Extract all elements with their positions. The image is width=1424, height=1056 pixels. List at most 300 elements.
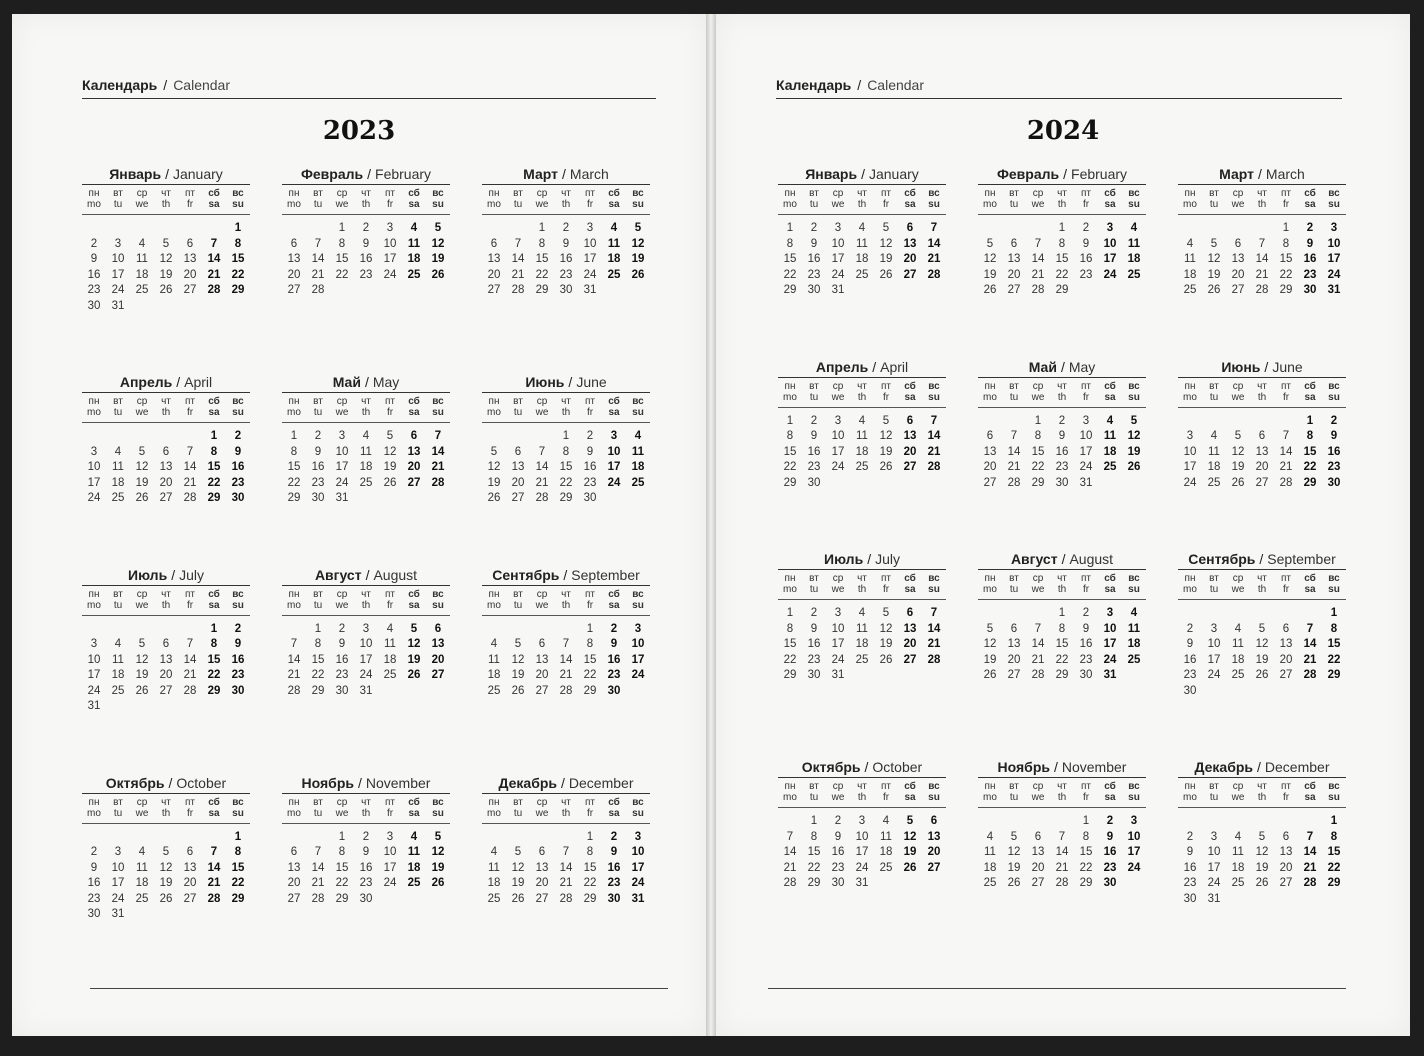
day-cell: 25 [1231,669,1245,681]
day-cell: 4 [858,607,866,619]
day-cell: 8 [786,430,794,442]
month-name-separator: / [872,358,877,375]
weekday-header [978,573,1146,600]
weekday-ru: чт [1257,188,1267,199]
month-title [1178,164,1346,185]
day-cell: 22 [287,476,301,489]
weekday-ru: пн [1184,380,1196,392]
day-cell: 10 [1079,430,1093,442]
day-cell: 14 [311,861,325,874]
weekday-label [178,188,202,210]
month-title [778,164,946,185]
weekday-ru: чт [161,796,171,808]
day-cell: 22 [231,877,245,889]
weekday-en: mo [487,407,501,418]
day-cell: 29 [583,684,597,697]
month-name-ru: Октябрь [105,774,165,791]
month-january [82,164,250,314]
day-cell: 7 [514,237,522,250]
day-cell: 4 [490,638,498,650]
day-cell: 12 [407,638,421,650]
month-name-ru: Ноябрь [301,774,354,791]
weekday-en: fr [1282,391,1290,403]
day-cell: 30 [1103,877,1117,889]
empty-cell [1202,814,1226,830]
day-cell: 24 [1207,877,1221,889]
day-cell: 12 [879,237,893,250]
weekday-header [778,381,946,408]
month-title [778,549,946,570]
weekday-en: fr [1282,199,1290,210]
day-cell: 3 [1106,607,1114,619]
day-cell: 20 [983,461,997,473]
weekday-ru: сб [904,380,916,392]
day-cell: 11 [1184,253,1196,265]
weekday-en: fr [586,199,594,210]
day-cell: 8 [1282,237,1290,250]
day-cell: 25 [1127,268,1141,281]
weekday-label [1050,381,1074,403]
day-cell: 20 [1231,268,1245,281]
day-cell: 15 [1327,846,1341,858]
day-cell: 24 [111,892,125,905]
day-cell: 15 [1055,638,1069,650]
weekday-en: su [432,199,444,210]
day-cell: 10 [855,830,869,843]
day-cell: 3 [1186,430,1194,442]
weekday-label [1202,188,1226,210]
month-name-ru: Апрель [815,358,869,375]
weekday-en: mo [87,807,101,819]
weekday-ru: ср [536,396,548,407]
empty-cell [178,429,202,445]
weekday-ru: пн [488,796,500,808]
weekday-label [402,589,426,611]
day-cell: 12 [879,622,893,635]
month-title [978,757,1146,778]
weekday-en: mo [783,584,797,595]
day-cell: 14 [1255,253,1269,265]
weekday-label [354,797,378,819]
weekday-label [482,396,506,418]
weekday-ru: чт [361,396,371,407]
weekday-ru: вс [232,188,244,199]
day-cell: 26 [431,877,445,889]
day-cell: 21 [207,268,221,281]
day-cell: 3 [1210,622,1218,635]
day-cell: 21 [207,877,221,889]
day-cell: 2 [314,430,322,442]
day-cell: 12 [159,861,173,874]
weekday-label [354,589,378,611]
weekday-label [626,589,650,611]
day-cell: 23 [87,892,101,905]
day-cell: 25 [1183,284,1197,296]
empty-cell [106,622,130,638]
empty-cell [1202,414,1226,430]
weekday-en: fr [586,807,594,819]
day-cell: 31 [335,492,349,504]
day-cell: 25 [383,669,397,681]
day-cell: 29 [1031,476,1045,489]
day-cell: 25 [1231,877,1245,889]
month-name-separator: / [563,566,568,583]
day-cell: 23 [359,877,373,889]
month-name-en: October [176,774,227,791]
day-cell: 13 [1255,445,1269,458]
day-cell: 3 [634,830,642,843]
day-cell: 20 [1279,653,1293,666]
weekday-header [82,797,250,824]
weekday-label [226,188,250,210]
day-cell: 24 [383,877,397,889]
weekday-ru: вс [632,796,644,808]
day-cell: 21 [927,638,941,650]
day-cell: 1 [1282,222,1290,234]
day-cell: 23 [231,669,245,681]
day-cell: 30 [807,476,821,489]
weekday-label [1074,188,1098,210]
weekday-ru: сб [208,396,220,407]
day-cell: 28 [559,684,573,697]
weekday-label [226,589,250,611]
month-name-separator: / [365,566,370,583]
empty-cell [154,221,178,237]
weekday-label [426,797,450,819]
day-cell: 27 [1231,284,1245,296]
weekday-ru: вт [1209,573,1219,584]
day-cell: 25 [111,684,125,697]
days-grid [978,221,1146,299]
day-cell: 14 [311,253,325,265]
day-cell: 4 [1130,222,1138,234]
weekday-en: sa [408,199,420,210]
year-title: 2023 [322,116,396,146]
weekday-label [802,188,826,210]
day-cell: 2 [1186,622,1194,635]
day-cell: 25 [1127,653,1141,666]
day-cell: 12 [431,846,445,858]
day-cell: 11 [880,830,892,843]
weekday-en: mo [1183,391,1197,403]
weekday-en: sa [1104,391,1116,403]
weekday-label [82,589,106,611]
month-april [82,372,250,507]
day-cell: 1 [586,830,594,843]
day-cell: 11 [1103,430,1117,442]
day-cell: 25 [879,861,893,874]
weekday-ru: вт [313,396,323,407]
weekday-ru: вс [232,796,244,808]
weekday-ru: вт [113,796,123,808]
day-cell: 16 [559,253,573,265]
day-cell: 10 [1103,622,1117,635]
day-cell: 27 [1279,877,1293,889]
weekday-en: fr [386,407,394,418]
month-name-en: March [1265,166,1305,182]
weekday-ru: пн [984,188,996,199]
day-cell: 30 [231,492,245,504]
weekday-label [202,396,226,418]
day-cell: 22 [1327,653,1341,666]
day-cell: 6 [1034,830,1042,843]
weekday-ru: пн [288,796,300,808]
weekday-en: sa [208,599,220,611]
day-cell: 3 [386,830,394,843]
weekday-label [426,396,450,418]
day-cell: 9 [610,846,618,858]
month-july [82,565,250,715]
weekday-label [898,188,922,210]
month-name-ru: Март [1219,166,1255,182]
day-cell: 9 [314,445,322,458]
day-cell: 8 [338,846,346,858]
weekday-label [1250,781,1274,803]
day-cell: 5 [410,622,418,635]
day-cell: 7 [930,607,938,619]
day-cell: 4 [986,830,994,843]
day-cell: 10 [831,622,845,635]
weekday-ru: пт [1281,781,1291,792]
day-cell: 7 [562,846,570,858]
weekday-ru: вт [1209,188,1219,199]
month-may [282,372,450,507]
day-cell: 22 [207,476,221,489]
day-cell: 4 [1106,414,1114,427]
day-cell: 9 [234,638,242,650]
day-cell: 11 [136,253,148,265]
day-cell: 9 [234,445,242,458]
weekday-ru: ср [536,588,548,600]
day-cell: 27 [1007,284,1021,296]
day-cell: 16 [87,268,101,281]
weekday-ru: вт [313,188,323,199]
day-cell: 5 [906,815,914,827]
weekday-label [554,188,578,210]
month-name-separator: / [867,551,872,567]
day-cell: 29 [583,892,597,905]
day-cell: 8 [1058,622,1066,635]
weekday-label [306,797,330,819]
day-cell: 26 [487,492,501,504]
day-cell: 6 [434,622,442,635]
empty-cell [282,221,306,237]
weekday-label [802,573,826,595]
days-grid [778,814,946,892]
day-cell: 10 [111,253,125,265]
weekday-label [202,589,226,611]
day-cell: 5 [1258,622,1266,635]
day-cell: 15 [207,653,221,666]
footer-divider [768,988,1346,989]
day-cell: 31 [831,669,845,681]
day-cell: 25 [407,877,421,889]
day-cell: 26 [511,684,525,697]
day-cell: 5 [138,638,146,650]
month-name-separator: / [168,774,173,791]
weekday-ru: пн [784,380,796,392]
weekday-ru: вт [113,188,123,199]
month-name-ru: Октябрь [801,759,861,775]
weekday-label [130,188,154,210]
day-cell: 15 [207,461,221,473]
day-cell: 30 [1303,284,1317,296]
day-cell: 16 [807,638,821,650]
day-cell: 27 [1279,669,1293,681]
weekday-en: su [632,407,644,418]
weekday-label [130,797,154,819]
month-name-ru: Август [314,566,362,583]
day-cell: 19 [1231,461,1245,473]
day-cell: 25 [487,892,501,905]
weekday-label [154,188,178,210]
weekday-en: tu [1209,199,1219,210]
day-cell: 5 [1130,414,1138,427]
weekday-label [354,396,378,418]
day-cell: 7 [1258,237,1266,250]
day-cell: 21 [311,268,325,281]
month-name-en: August [373,566,418,583]
day-cell: 30 [1183,684,1197,697]
month-september [482,565,650,715]
day-cell: 9 [1330,430,1338,442]
weekday-en: we [1031,391,1045,403]
day-cell: 1 [210,622,218,635]
weekday-label [874,573,898,595]
day-cell: 20 [487,268,501,281]
weekday-ru: пт [385,796,395,808]
day-cell: 11 [384,638,396,650]
day-cell: 27 [1031,877,1045,889]
day-cell: 3 [634,622,642,635]
day-cell: 27 [1007,669,1021,681]
day-cell: 30 [607,892,621,905]
weekday-ru: чт [561,188,571,199]
weekday-ru: сб [208,796,220,808]
day-cell: 12 [1255,846,1269,858]
day-cell: 26 [135,684,149,697]
day-cell: 8 [1082,830,1090,843]
day-cell: 26 [159,892,173,905]
day-cell: 30 [1183,892,1197,905]
weekday-en: mo [287,807,301,819]
weekday-ru: пт [1281,573,1291,584]
day-cell: 8 [1058,237,1066,250]
weekday-en: we [1031,792,1045,803]
day-cell: 28 [1255,284,1269,296]
day-cell: 13 [431,638,445,650]
day-cell: 16 [231,653,245,666]
weekday-label [1298,781,1322,803]
weekday-label [554,396,578,418]
weekday-ru: вс [928,188,940,199]
weekday-label [602,188,626,210]
weekday-en: th [1257,199,1267,210]
day-cell: 13 [287,861,301,874]
empty-cell [306,221,330,237]
weekday-ru: вт [1009,573,1019,584]
day-cell: 12 [903,830,917,843]
day-cell: 13 [1279,846,1293,858]
weekday-en: fr [882,391,890,403]
day-cell: 31 [87,700,101,712]
day-cell: 13 [903,237,917,250]
weekday-ru: чт [1057,380,1067,392]
weekday-ru: сб [408,188,420,199]
weekday-label [482,797,506,819]
day-cell: 1 [786,222,794,234]
month-march [482,164,650,314]
month-name-ru: Июль [824,551,864,567]
day-cell: 5 [1010,830,1018,843]
day-cell: 21 [431,461,445,473]
weekday-ru: ср [1032,573,1044,584]
day-cell: 13 [511,461,525,473]
day-cell: 21 [183,669,197,681]
day-cell: 23 [1183,669,1197,681]
weekday-label [330,797,354,819]
day-cell: 23 [1183,877,1197,889]
days-grid [778,221,946,299]
day-cell: 8 [234,846,242,858]
weekday-ru: сб [1304,573,1316,584]
day-cell: 16 [359,861,373,874]
weekday-label [626,396,650,418]
day-cell: 3 [1130,815,1138,827]
day-cell: 22 [1055,653,1069,666]
day-cell: 12 [487,461,501,473]
day-cell: 17 [87,669,101,681]
day-cell: 23 [1327,461,1341,473]
weekday-ru: пт [1081,188,1091,199]
weekday-ru: пт [881,188,891,199]
weekday-en: su [928,199,940,210]
empty-cell [82,221,106,237]
weekday-en: su [232,807,244,819]
weekday-en: mo [983,199,997,210]
weekday-label [530,797,554,819]
day-cell: 26 [903,861,917,874]
day-cell: 21 [535,476,549,489]
day-cell: 27 [535,684,549,697]
weekday-ru: ср [1032,380,1044,392]
day-cell: 17 [1103,253,1117,265]
day-cell: 13 [903,622,917,635]
day-cell: 29 [1055,669,1069,681]
weekday-en: mo [1183,792,1197,803]
month-name-separator: / [1264,358,1269,375]
day-cell: 19 [135,669,149,681]
day-cell: 17 [855,846,869,858]
day-cell: 14 [183,461,197,473]
day-cell: 30 [583,492,597,504]
day-cell: 13 [1231,253,1245,265]
weekday-en: mo [783,391,797,403]
day-cell: 14 [927,430,941,442]
weekday-ru: сб [904,573,916,584]
day-cell: 16 [335,653,349,666]
day-cell: 1 [1330,815,1338,827]
weekday-label [602,797,626,819]
weekday-ru: ср [536,796,548,808]
day-cell: 3 [114,237,122,250]
weekday-label [226,797,250,819]
month-name-separator: / [1257,759,1261,775]
day-cell: 11 [856,430,868,442]
day-cell: 15 [535,253,549,265]
day-cell: 18 [135,877,149,889]
weekday-ru: ср [136,396,148,407]
